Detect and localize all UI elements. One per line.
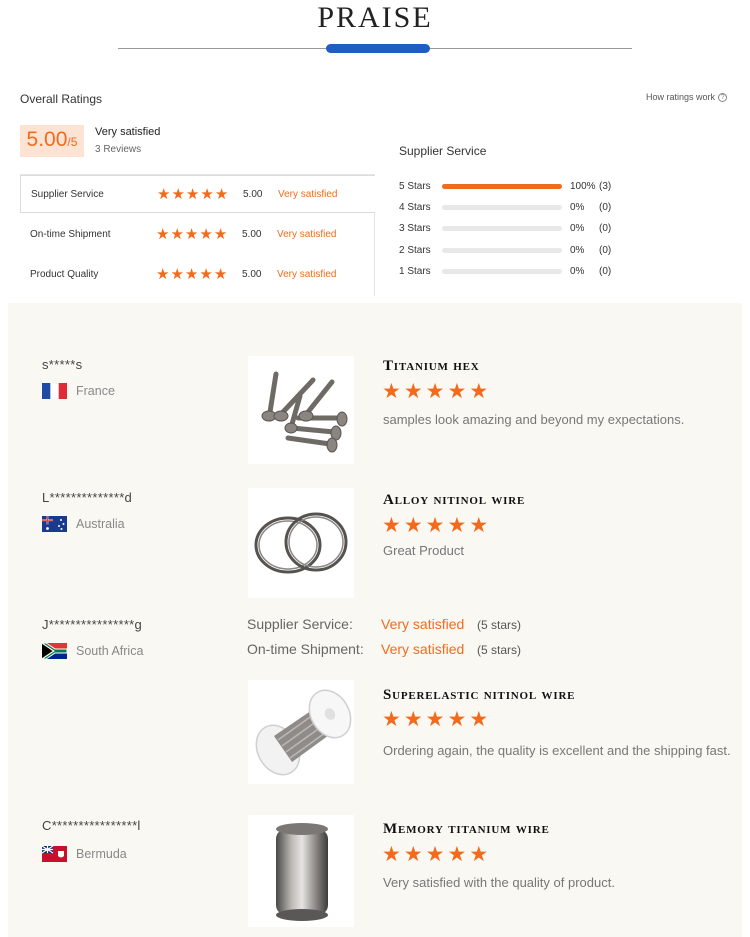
distribution-fill xyxy=(442,184,562,189)
product-image-superelastic-nitinol-wire[interactable] xyxy=(248,680,354,784)
category-name: Product Quality xyxy=(30,268,99,280)
product-image-alloy-nitinol-wire[interactable] xyxy=(248,488,354,598)
star-icon: ★ xyxy=(469,708,489,731)
supplier-service-stars: (5 stars) xyxy=(477,618,522,632)
reviewer-country xyxy=(42,516,125,532)
star-icon: ★ xyxy=(200,185,214,203)
distribution-count: (0) xyxy=(599,222,612,234)
country-name: South Africa xyxy=(76,644,144,658)
star-icon: ★ xyxy=(213,265,228,283)
star-icon: ★ xyxy=(403,514,423,537)
distribution-percent: 100% xyxy=(570,180,596,192)
category-row-supplier-service[interactable] xyxy=(20,175,375,213)
how-ratings-text: How ratings work xyxy=(646,92,716,102)
distribution-count: (0) xyxy=(599,244,612,256)
distribution-percent: 0% xyxy=(570,244,585,256)
review-stars xyxy=(382,381,488,402)
distribution-track xyxy=(442,269,562,274)
star-icon: ★ xyxy=(185,185,200,203)
supplier-service-title: Supplier Service xyxy=(399,144,487,158)
page-title: PRAISE xyxy=(317,1,433,34)
star-icon: ★ xyxy=(170,265,184,283)
category-row-product-quality[interactable] xyxy=(20,255,375,293)
star-icon: ★ xyxy=(447,708,467,731)
distribution-label: 2 Stars xyxy=(399,244,431,256)
overall-score-badge xyxy=(20,125,84,157)
star-icon: ★ xyxy=(156,265,170,283)
reviewer-name: s*****s xyxy=(42,357,83,372)
star-icon: ★ xyxy=(199,265,213,283)
star-icon: ★ xyxy=(425,843,445,866)
review-stars xyxy=(382,709,488,730)
category-desc: Very satisfied xyxy=(278,188,338,200)
product-title[interactable]: Titanium hex xyxy=(383,358,480,374)
reviewer-name: C****************l xyxy=(42,818,141,833)
category-stars xyxy=(156,267,227,282)
supplier-service-label: Supplier Service: xyxy=(247,616,353,632)
product-image-memory-titanium-wire[interactable] xyxy=(248,815,354,927)
distribution-percent: 0% xyxy=(570,201,585,213)
review-stars xyxy=(382,844,488,865)
star-icon: ★ xyxy=(214,185,229,203)
category-score: 5.00 xyxy=(242,268,262,280)
reviewer-name: L**************d xyxy=(42,490,133,505)
review-stars xyxy=(382,515,488,536)
star-icon: ★ xyxy=(184,265,199,283)
flag-france-icon xyxy=(42,383,67,399)
category-ratings-table xyxy=(20,174,375,296)
star-icon: ★ xyxy=(199,225,213,243)
star-icon: ★ xyxy=(403,708,423,731)
reviewer-country xyxy=(42,383,115,399)
star-icon: ★ xyxy=(156,225,170,243)
shipment-stars: (5 stars) xyxy=(477,643,522,657)
country-name: Australia xyxy=(76,517,125,531)
star-icon: ★ xyxy=(213,225,228,243)
category-stars xyxy=(157,187,228,202)
distribution-label: 4 Stars xyxy=(399,201,431,213)
product-title[interactable]: Superelastic nitinol wire xyxy=(383,687,576,703)
star-icon: ★ xyxy=(425,514,445,537)
supplier-service-value: Very satisfied xyxy=(381,616,465,632)
product-image-titanium-hex[interactable] xyxy=(248,356,354,464)
shipment-label: On-time Shipment: xyxy=(247,641,364,657)
product-title[interactable]: Memory titanium wire xyxy=(383,821,550,837)
distribution-count: (0) xyxy=(599,265,612,277)
category-name: On-time Shipment xyxy=(30,228,111,240)
star-icon: ★ xyxy=(382,514,401,537)
distribution-percent: 0% xyxy=(570,222,585,234)
category-score: 5.00 xyxy=(243,188,263,200)
distribution-label: 3 Stars xyxy=(399,222,431,234)
distribution-track xyxy=(442,226,562,231)
distribution-track xyxy=(442,205,562,210)
star-icon: ★ xyxy=(382,380,401,403)
category-score: 5.00 xyxy=(242,228,262,240)
review-text: Ordering again, the quality is excellent and the shipping fast. xyxy=(383,743,731,758)
distribution-label: 5 Stars xyxy=(399,180,431,192)
reviewer-country xyxy=(42,643,143,659)
star-icon: ★ xyxy=(382,708,401,731)
distribution-label: 1 Stars xyxy=(399,265,431,277)
reviewer-name: J****************g xyxy=(42,617,143,632)
star-icon: ★ xyxy=(447,514,467,537)
overall-score: 5.00 xyxy=(26,128,68,151)
how-ratings-link[interactable] xyxy=(646,92,727,102)
star-icon: ★ xyxy=(171,185,185,203)
star-icon: ★ xyxy=(170,225,184,243)
star-icon: ★ xyxy=(469,514,489,537)
distribution-track xyxy=(442,184,562,189)
overall-score-text: Very satisfied xyxy=(95,126,161,138)
star-icon: ★ xyxy=(403,843,423,866)
star-icon: ★ xyxy=(184,225,199,243)
star-icon: ★ xyxy=(469,843,489,866)
star-icon: ★ xyxy=(425,708,445,731)
star-icon: ★ xyxy=(403,380,423,403)
title-accent-bar xyxy=(326,44,430,53)
flag-south-africa-icon xyxy=(42,643,67,659)
flag-bermuda-icon xyxy=(42,846,67,862)
overall-score-max: /5 xyxy=(67,135,78,149)
question-circle-icon: ? xyxy=(718,93,727,102)
category-stars xyxy=(156,227,227,242)
category-desc: Very satisfied xyxy=(277,228,337,240)
star-icon: ★ xyxy=(425,380,445,403)
star-icon: ★ xyxy=(469,380,489,403)
reviewer-country xyxy=(42,846,127,862)
distribution-percent: 0% xyxy=(570,265,585,277)
country-name: France xyxy=(76,384,115,398)
category-desc: Very satisfied xyxy=(277,268,337,280)
country-name: Bermuda xyxy=(76,847,127,861)
review-text: Very satisfied with the quality of product. xyxy=(383,875,615,890)
review-text: Great Product xyxy=(383,543,464,558)
distribution-count: (3) xyxy=(599,180,612,192)
reviews-count: 3 Reviews xyxy=(95,144,142,155)
star-icon: ★ xyxy=(447,380,467,403)
star-icon: ★ xyxy=(157,185,171,203)
flag-australia-icon xyxy=(42,516,67,532)
overall-ratings-label: Overall Ratings xyxy=(20,92,103,106)
category-row-on-time-shipment[interactable] xyxy=(20,215,375,253)
distribution-track xyxy=(442,248,562,253)
product-title[interactable]: Alloy nitinol wire xyxy=(383,492,526,508)
shipment-value: Very satisfied xyxy=(381,641,465,657)
star-icon: ★ xyxy=(447,843,467,866)
distribution-count: (0) xyxy=(599,201,612,213)
category-name: Supplier Service xyxy=(31,188,104,200)
review-text: samples look amazing and beyond my expectations. xyxy=(383,412,685,427)
star-icon: ★ xyxy=(382,843,401,866)
